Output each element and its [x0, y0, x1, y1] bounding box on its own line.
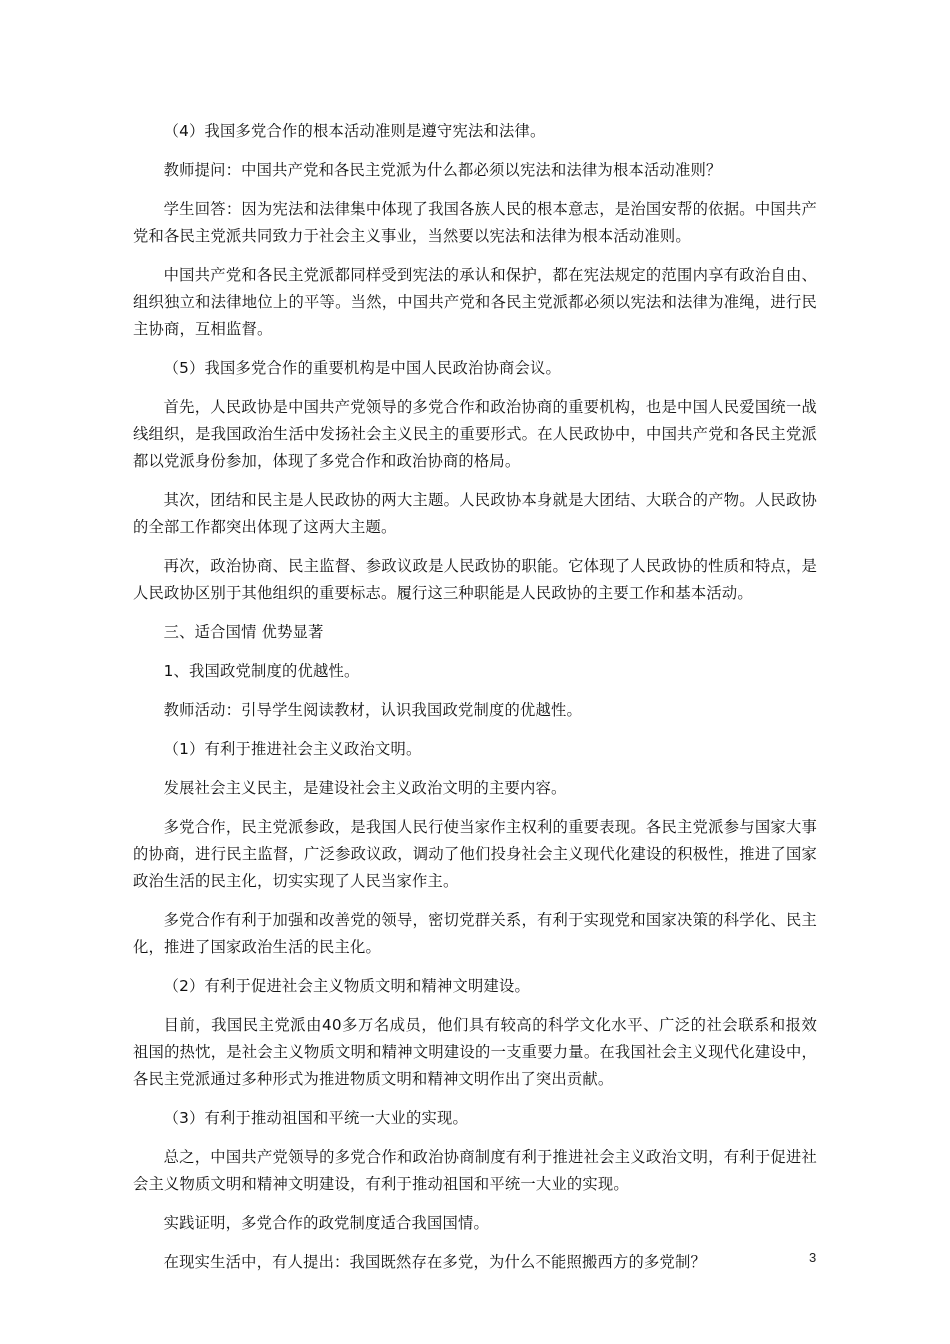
- paragraph: 再次，政治协商、民主监督、参政议政是人民政协的职能。它体现了人民政协的性质和特点，是人民政协区别于其他组织的重要标志。履行这三种职能是人民政协的主要工作和基本活动。: [133, 557, 817, 602]
- paragraph: 首先，人民政协是中国共产党领导的多党合作和政治协商的重要机构，也是中国人民爱国统一战线组织，是我国政治生活中发扬社会主义民主的重要形式。在人民政协中，中国共产党和各民主党派都以党派身份参加，体现了多党合作和政治协商的格局。: [133, 398, 817, 470]
- paragraph: 学生回答：因为宪法和法律集中体现了我国各族人民的根本意志，是治国安帮的依据。中国共产党和各民主党派共同致力于社会主义事业，当然要以宪法和法律为根本活动准则。: [133, 200, 817, 245]
- document-body: [133, 118, 817, 1288]
- paragraph: 教师提问：中国共产党和各民主党派为什么都必须以宪法和法律为根本活动准则？: [163, 161, 722, 179]
- paragraph: 实践证明，多党合作的政党制度适合我国国情。: [163, 1214, 490, 1232]
- page-number: 3: [809, 1250, 817, 1265]
- paragraph: （2）有利于促进社会主义物质文明和精神文明建设。: [163, 977, 530, 995]
- paragraph: 多党合作有利于加强和改善党的领导，密切党群关系，有利于实现党和国家决策的科学化、民主化，推进了国家政治生活的民主化。: [133, 911, 817, 956]
- paragraph: 总之，中国共产党领导的多党合作和政治协商制度有利于推进社会主义政治文明，有利于促进社会主义物质文明和精神文明建设，有利于推动祖国和平统一大业的实现。: [133, 1148, 817, 1193]
- section-heading: 三、适合国情 优势显著: [163, 623, 324, 641]
- paragraph: 中国共产党和各民主党派都同样受到宪法的承认和保护，都在宪法规定的范围内享有政治自由、组织独立和法律地位上的平等。当然，中国共产党和各民主党派都必须以宪法和法律为准绳，进行民主协商，互相监督。: [133, 266, 817, 338]
- paragraph: （1）有利于推进社会主义政治文明。: [163, 740, 422, 758]
- paragraph: 教师活动：引导学生阅读教材，认识我国政党制度的优越性。: [163, 701, 583, 719]
- paragraph: （5）我国多党合作的重要机构是中国人民政治协商会议。: [163, 359, 561, 377]
- paragraph: 多党合作，民主党派参政，是我国人民行使当家作主权利的重要表现。各民主党派参与国家大事的协商，进行民主监督，广泛参政议政，调动了他们投身社会主义现代化建设的积极性，推进了国家政治生活的民主化，切实实现了人民当家作主。: [133, 818, 817, 890]
- subsection-heading: 1、我国政党制度的优越性。: [163, 662, 360, 680]
- paragraph: 其次，团结和民主是人民政协的两大主题。人民政协本身就是大团结、大联合的产物。人民政协的全部工作都突出体现了这两大主题。: [133, 491, 817, 536]
- paragraph: 目前，我国民主党派由40多万名成员，他们具有较高的科学文化水平、广泛的社会联系和报效祖国的热忱，是社会主义物质文明和精神文明建设的一支重要力量。在我国社会主义现代化建设中，各民主党派通过多种形式为推进物质文明和精神文明作出了突出贡献。: [133, 1016, 817, 1088]
- paragraph: （3）有利于推动祖国和平统一大业的实现。: [163, 1109, 468, 1127]
- paragraph: （4）我国多党合作的根本活动准则是遵守宪法和法律。: [163, 122, 546, 140]
- paragraph: 发展社会主义民主，是建设社会主义政治文明的主要内容。: [163, 779, 567, 797]
- paragraph: 在现实生活中，有人提出：我国既然存在多党，为什么不能照搬西方的多党制？: [163, 1253, 706, 1271]
